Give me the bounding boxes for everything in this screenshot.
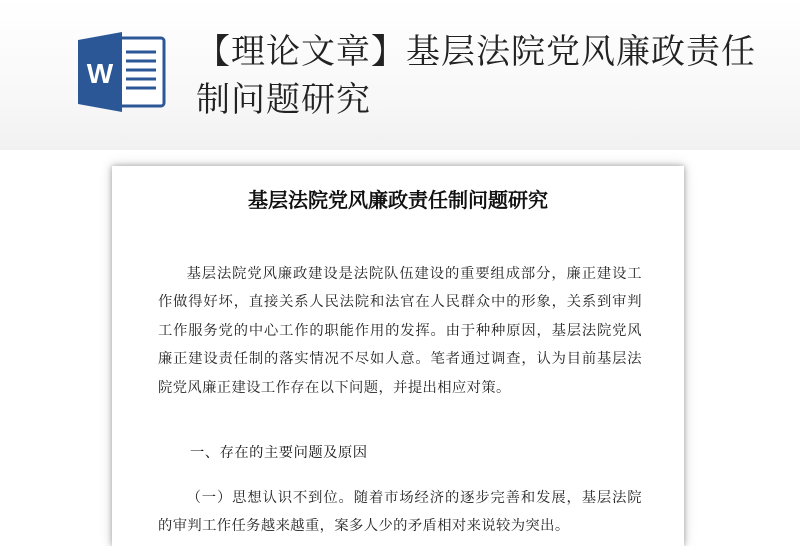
- header-banner: [0, 0, 800, 150]
- page-title: 【理论文章】基层法院党风廉政责任制问题研究: [196, 32, 756, 120]
- paragraph-section-1: （一）思想认识不到位。随着市场经济的逐步完善和发展，基层法院的审判工作任务越来越重，案多人少的矛盾相对来说较为突出。: [158, 490, 642, 535]
- document-title: 基层法院党风廉政责任制问题研究: [248, 188, 548, 212]
- svg-text:W: W: [86, 58, 114, 89]
- paragraph-intro: 基层法院党风廉政建设是法院队伍建设的重要组成部分，廉正建设工作做得好坏，直接关系人民法院和法官在人民群众中的形象，关系到审判工作服务党的中心工作的职能作用的发挥。由于种种原因，基层法院党风廉正建设责任制的落实情况不尽如人意。笔者通过调查，认为目前基层法院党风廉正建设工作存在以下问题，并提出相应对策。: [158, 266, 642, 396]
- word-document-icon: [76, 28, 168, 116]
- section-heading: 一、存在的主要问题及原因: [190, 445, 368, 461]
- document-page: [112, 166, 684, 546]
